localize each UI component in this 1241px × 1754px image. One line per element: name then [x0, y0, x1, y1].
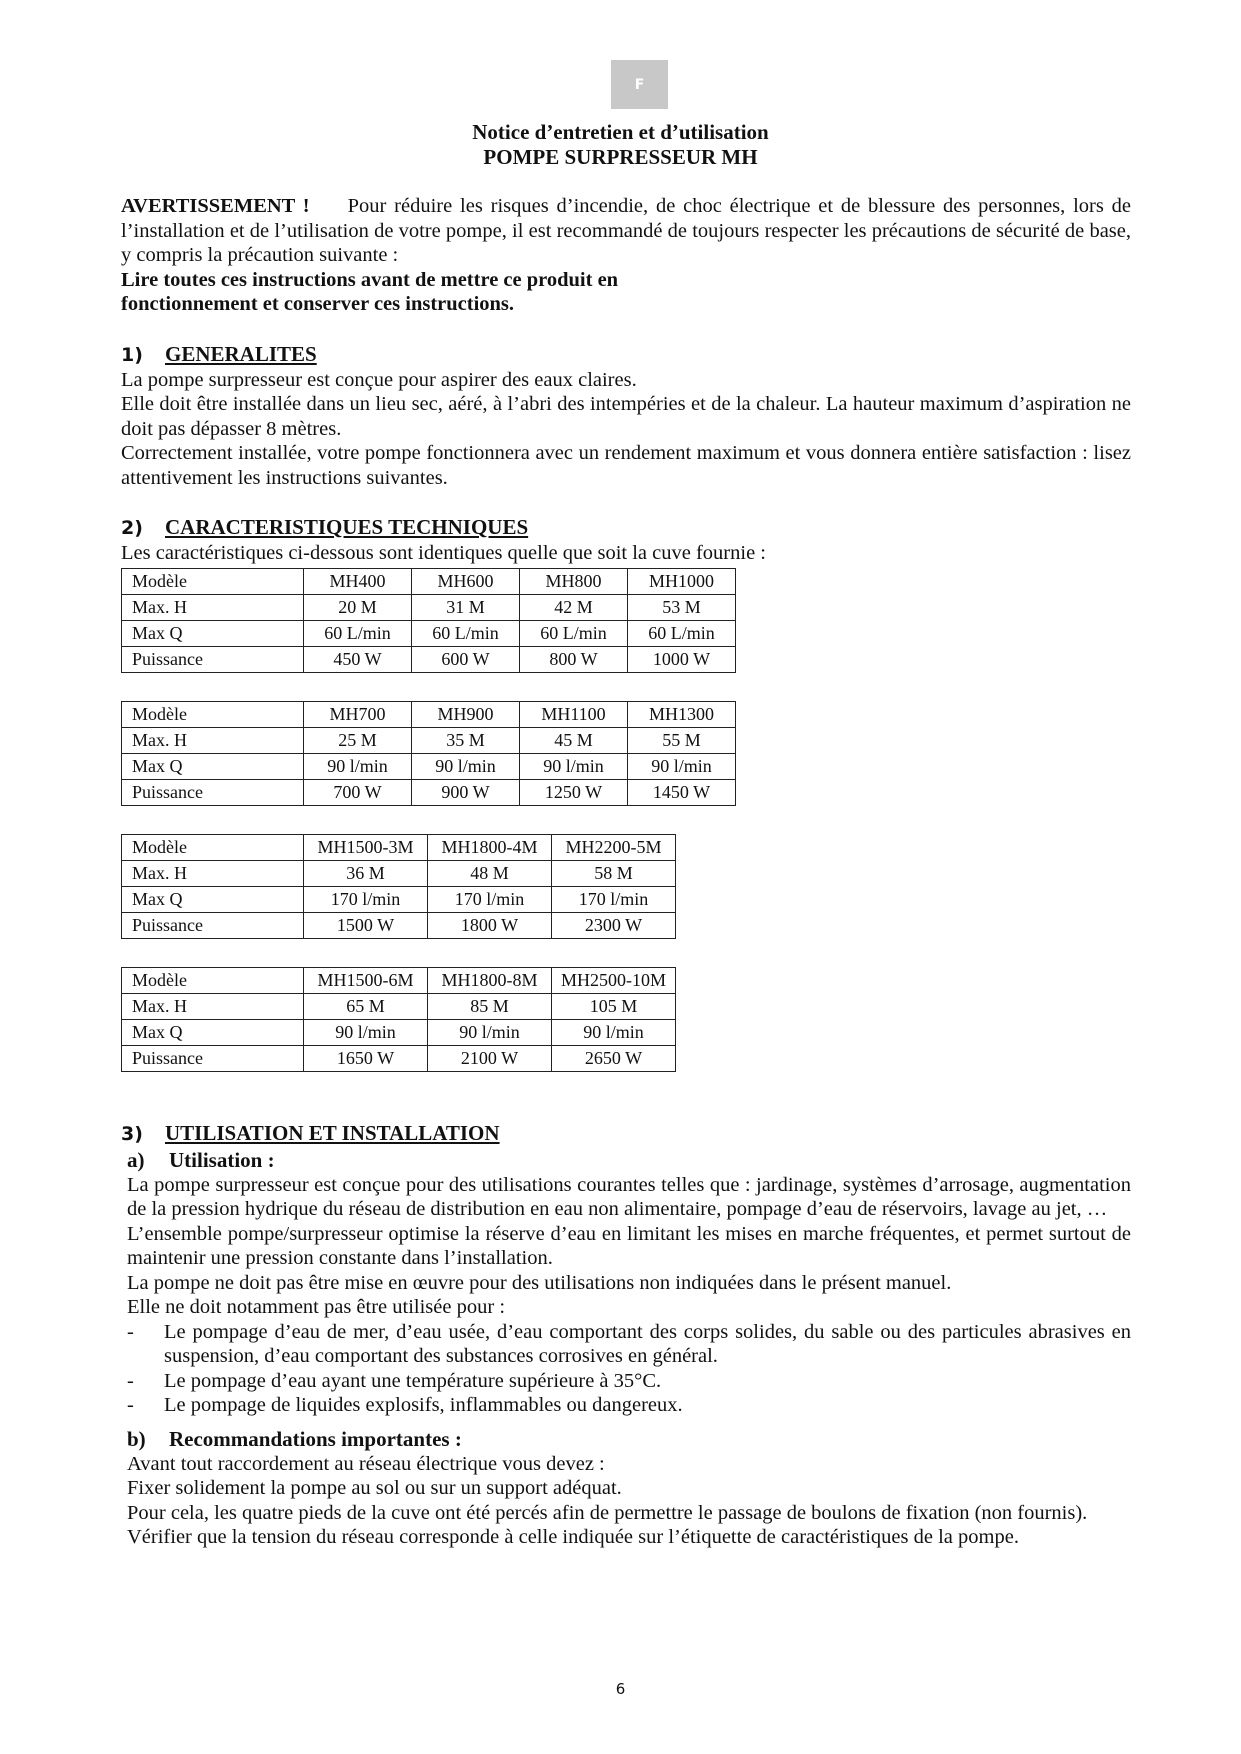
- table-cell: 700 W: [304, 779, 412, 805]
- warning-bold-line-1: Lire toutes ces instructions avant de mettre ce produit en: [121, 268, 619, 291]
- table-cell: MH400: [304, 568, 412, 594]
- table-row: [122, 594, 736, 620]
- table-row: [122, 912, 676, 938]
- warning-paragraph: [121, 194, 1131, 268]
- table-row: [122, 727, 736, 753]
- recommendation-paragraph-2: Fixer solidement la pompe au sol ou sur un support adéquat.: [127, 1477, 622, 1499]
- table-cell: 65 M: [304, 993, 428, 1019]
- subsection-a-number: a): [127, 1147, 145, 1172]
- warning-bold-line-2: fonctionnement et conserver ces instructions.: [121, 293, 515, 315]
- table-cell: 1000 W: [628, 646, 736, 672]
- row-label-cell: Max. H: [122, 727, 304, 753]
- table-cell: 58 M: [552, 860, 676, 886]
- table-cell: 170 l/min: [552, 886, 676, 912]
- utilisation-paragraph-1: La pompe surpresseur est conçue pour des utilisations courantes telles que : jardinage, systèmes d’arrosage, augmentation de la pression hydrique du réseau de distribution en eau non alimentaire, pompage d’eau de réservoirs, lavage au jet, …: [127, 1173, 1131, 1220]
- table-cell: 90 l/min: [520, 753, 628, 779]
- section-1-title: GENERALITES: [165, 341, 317, 366]
- table-cell: MH700: [304, 701, 412, 727]
- list-item: - Le pompage d’eau ayant une température supérieure à 35°C.: [127, 1369, 1131, 1394]
- table-cell: 90 l/min: [304, 753, 412, 779]
- spec-table: [121, 967, 676, 1072]
- warning-text: Pour réduire les risques d’incendie, de choc électrique et de blessure des personnes, lors de l’installation et de l’utilisation de votre pompe, il est recommandé de toujours respecter les précautions de sécurité de base, y compris la précaution suivante :: [121, 195, 1131, 266]
- table-cell: MH900: [412, 701, 520, 727]
- section-1-paragraph-2: Elle doit être installée dans un lieu sec, aéré, à l’abri des intempéries et de la chaleur. La hauteur maximum d’aspiration ne doit pas dépasser 8 mètres.: [121, 393, 1131, 440]
- table-cell: 85 M: [428, 993, 552, 1019]
- section-2-number: 2): [121, 517, 143, 539]
- table-cell: MH1000: [628, 568, 736, 594]
- table-cell: 60 L/min: [628, 620, 736, 646]
- row-label-cell: Max Q: [122, 620, 304, 646]
- table-cell: 90 l/min: [552, 1019, 676, 1045]
- list-item: - Le pompage d’eau de mer, d’eau usée, d’eau comportant des corps solides, du sable ou des particules abrasives en suspension, d’eau comportant des substances corrosives en général.: [127, 1320, 1131, 1369]
- recommendation-paragraph-3: Pour cela, les quatre pieds de la cuve ont été percés afin de permettre le passage de boulons de fixation (non fournis).: [127, 1501, 1088, 1524]
- table-row: [122, 620, 736, 646]
- subsection-b-number: b): [127, 1426, 146, 1451]
- table-cell: 170 l/min: [428, 886, 552, 912]
- subsection-b-heading: [127, 1426, 1131, 1452]
- section-2-heading: [121, 514, 1131, 541]
- table-cell: 36 M: [304, 860, 428, 886]
- table-cell: MH1800-4M: [428, 834, 552, 860]
- table-row: [122, 993, 676, 1019]
- table-cell: 48 M: [428, 860, 552, 886]
- subsection-a-heading: [127, 1147, 1131, 1173]
- section-3-title: UTILISATION ET INSTALLATION: [165, 1120, 500, 1145]
- utilisation-paragraph-3: La pompe ne doit pas être mise en œuvre pour des utilisations non indiquées dans le présent manuel.: [127, 1271, 952, 1294]
- table-cell: MH2200-5M: [552, 834, 676, 860]
- table-cell: 60 L/min: [412, 620, 520, 646]
- table-cell: 800 W: [520, 646, 628, 672]
- table-row: [122, 967, 676, 993]
- section-2-title: CARACTERISTIQUES TECHNIQUES: [165, 515, 529, 539]
- page-number: 6: [615, 1680, 626, 1698]
- table-cell: MH2500-10M: [552, 967, 676, 993]
- list-item: - Le pompage de liquides explosifs, inflammables ou dangereux.: [127, 1393, 1131, 1418]
- table-cell: 55 M: [628, 727, 736, 753]
- table-cell: 450 W: [304, 646, 412, 672]
- table-row: [122, 834, 676, 860]
- section-3-heading: [121, 1120, 1131, 1147]
- table-cell: 2100 W: [428, 1045, 552, 1071]
- spec-tables: [121, 568, 1131, 1072]
- table-cell: MH1500-3M: [304, 834, 428, 860]
- table-cell: 900 W: [412, 779, 520, 805]
- table-cell: 90 l/min: [428, 1019, 552, 1045]
- table-cell: 35 M: [412, 727, 520, 753]
- table-cell: 20 M: [304, 594, 412, 620]
- subsection-b-title: Recommandations importantes :: [169, 1426, 462, 1451]
- row-label-cell: Max Q: [122, 753, 304, 779]
- table-cell: 90 l/min: [628, 753, 736, 779]
- table-cell: MH600: [412, 568, 520, 594]
- document-title: [0, 120, 1241, 170]
- warning-label: AVERTISSEMENT !: [121, 195, 310, 217]
- table-cell: 1250 W: [520, 779, 628, 805]
- table-row: [122, 701, 736, 727]
- row-label-cell: Puissance: [122, 779, 304, 805]
- spec-table: [121, 568, 736, 673]
- spec-table: [121, 834, 676, 939]
- row-label-cell: Modèle: [122, 967, 304, 993]
- table-cell: MH1800-8M: [428, 967, 552, 993]
- table-cell: 90 l/min: [412, 753, 520, 779]
- table-cell: 42 M: [520, 594, 628, 620]
- table-cell: 1800 W: [428, 912, 552, 938]
- table-cell: 1650 W: [304, 1045, 428, 1071]
- utilisation-paragraph-2: L’ensemble pompe/surpresseur optimise la réserve d’eau en limitant les mises en marche fréquentes, et permet surtout de maintenir une pression constante dans l’installation.: [127, 1222, 1131, 1269]
- table-cell: 2300 W: [552, 912, 676, 938]
- row-label-cell: Puissance: [122, 912, 304, 938]
- table-row: [122, 779, 736, 805]
- language-badge: F: [611, 60, 668, 109]
- table-cell: 25 M: [304, 727, 412, 753]
- table-row: [122, 886, 676, 912]
- table-cell: 60 L/min: [520, 620, 628, 646]
- table-cell: 53 M: [628, 594, 736, 620]
- section-3-number: 3): [121, 1122, 143, 1145]
- section-1-number: 1): [121, 343, 143, 366]
- title-line-1: Notice d’entretien et d’utilisation: [472, 120, 769, 144]
- table-row: [122, 1045, 676, 1071]
- table-cell: 600 W: [412, 646, 520, 672]
- table-cell: 2650 W: [552, 1045, 676, 1071]
- spec-table: [121, 701, 736, 806]
- table-cell: MH1500-6M: [304, 967, 428, 993]
- table-row: [122, 568, 736, 594]
- row-label-cell: Max Q: [122, 886, 304, 912]
- table-cell: 31 M: [412, 594, 520, 620]
- row-label-cell: Modèle: [122, 701, 304, 727]
- table-row: [122, 860, 676, 886]
- section-1-paragraph-1: La pompe surpresseur est conçue pour aspirer des eaux claires.: [121, 368, 637, 391]
- subsection-a-title: Utilisation :: [169, 1147, 275, 1172]
- title-line-2: POMPE SURPRESSEUR MH: [483, 145, 758, 169]
- row-label-cell: Max. H: [122, 993, 304, 1019]
- section-1-paragraph-3: Correctement installée, votre pompe fonctionnera avec un rendement maximum et vous donnera entière satisfaction : lisez attentivement les instructions suivantes.: [121, 442, 1131, 489]
- table-cell: 60 L/min: [304, 620, 412, 646]
- table-cell: 1450 W: [628, 779, 736, 805]
- table-cell: 105 M: [552, 993, 676, 1019]
- table-cell: 90 l/min: [304, 1019, 428, 1045]
- table-row: [122, 753, 736, 779]
- table-row: [122, 646, 736, 672]
- table-cell: 170 l/min: [304, 886, 428, 912]
- row-label-cell: Puissance: [122, 1045, 304, 1071]
- table-cell: MH800: [520, 568, 628, 594]
- table-row: [122, 1019, 676, 1045]
- row-label-cell: Max. H: [122, 860, 304, 886]
- section-1-heading: [121, 341, 1131, 368]
- table-cell: 1500 W: [304, 912, 428, 938]
- row-label-cell: Puissance: [122, 646, 304, 672]
- restriction-list: [127, 1320, 1131, 1418]
- table-cell: 45 M: [520, 727, 628, 753]
- document-body: [121, 194, 1131, 1550]
- row-label-cell: Modèle: [122, 834, 304, 860]
- row-label-cell: Max. H: [122, 594, 304, 620]
- row-label-cell: Modèle: [122, 568, 304, 594]
- recommendation-paragraph-4: Vérifier que la tension du réseau corresponde à celle indiquée sur l’étiquette de caractéristiques de la pompe.: [127, 1526, 1019, 1548]
- table-cell: MH1100: [520, 701, 628, 727]
- utilisation-paragraph-4: Elle ne doit notamment pas être utilisée pour :: [127, 1296, 506, 1318]
- recommendation-paragraph-1: Avant tout raccordement au réseau électrique vous devez :: [127, 1452, 605, 1475]
- section-2-intro: Les caractéristiques ci-dessous sont identiques quelle que soit la cuve fournie :: [121, 542, 766, 564]
- table-cell: MH1300: [628, 701, 736, 727]
- row-label-cell: Max Q: [122, 1019, 304, 1045]
